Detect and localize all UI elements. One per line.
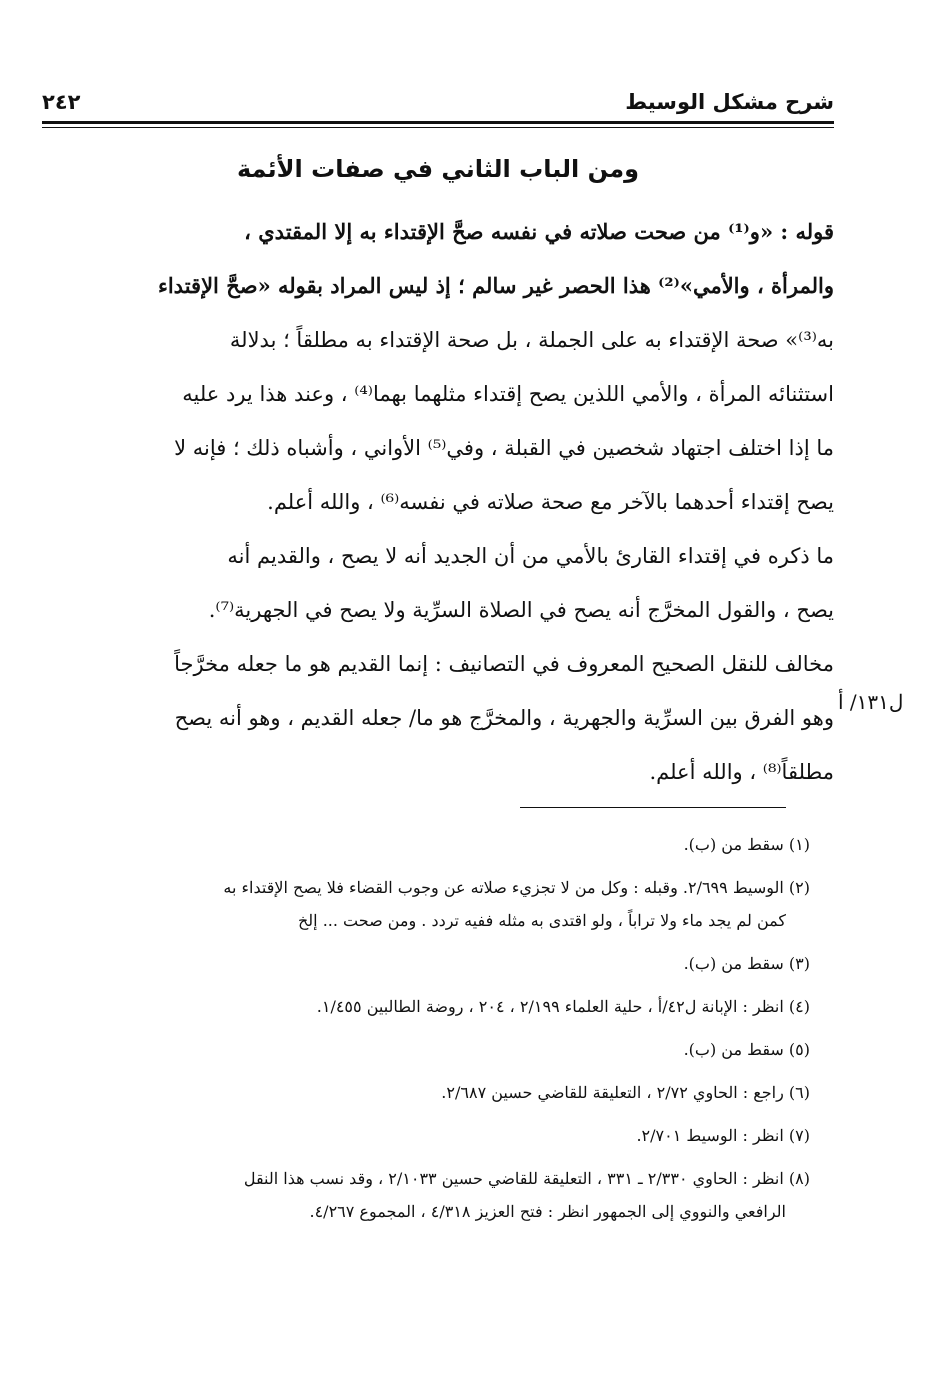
footnotes [55,828,810,1228]
footnote: (٣) سقط من (ب). [683,954,810,973]
text-line: ما إذا اختلف اجتهاد شخصين في القبلة ، وفي⁽⁵⁾ الأواني ، وأشباه ذلك ؛ فإنه لا [174,436,834,460]
text-line: يصح ، والقول المخرَّج أنه يصح في الصلاة السرِّية ولا يصح في الجهرية⁽⁷⁾. [208,598,834,622]
footnote: (١) سقط من (ب). [683,835,810,854]
header-rule-thin [42,127,834,128]
text-line: به⁽³⁾» صحة الإقتداء به على الجملة ، بل صحة الإقتداء به مطلقاً ؛ بدلالة [229,328,834,352]
footnote-separator [520,807,786,808]
running-header [42,90,834,120]
text-line: استثنائه المرأة ، والأمي اللذين يصح إقتداء مثلهما بهما⁽⁴⁾ ، وعند هذا يرد عليه [182,382,834,406]
footnote: (٨) انظر : الحاوي ٢/٣٣٠ ـ ٣٣١ ، التعليقة للقاضي حسين ٢/١٠٣٣ ، وقد نسب هذا النقل [243,1169,810,1188]
header-rule-thick [42,121,834,124]
text-line: والمرأة ، والأمي»⁽²⁾ هذا الحصر غير سالم ؛ إذ ليس المراد بقوله «صحَّ الإقتداء [157,273,834,298]
footnote: (٧) انظر : الوسيط ٢/٧٠١. [636,1126,810,1145]
page-number: ٢٤٢ [42,90,81,114]
footnote: (٤) انظر : الإبانة ل٤٢/أ ، حلية العلماء ٢/١٩٩ ، ٢٠٤ ، روضة الطالبين ١/٤٥٥. [316,997,810,1016]
text-line: مطلقاً⁽⁸⁾ ، والله أعلم. [649,760,834,784]
footnote: (٢) الوسيط ٢/٦٩٩. وقبله : وكل من لا تجزيء صلاته عن وجوب القضاء فلا يصح الإقتداء به [223,878,810,897]
chapter-title: ومن الباب الثاني في صفات الأئمة [237,155,639,183]
text-line: قوله : «و⁽¹⁾ من صحت صلاته في نفسه صحَّ الإقتداء به إلا المقتدي ، [244,219,834,244]
manuscript-folio-note: ل١٣١/ أ [838,690,904,714]
text-line: ما ذكره في إقتداء القارئ بالأمي من أن الجديد أنه لا يصح ، والقديم أنه [227,544,834,568]
book-title: شرح مشكل الوسيط [625,90,834,114]
text-line: مخالف للنقل الصحيح المعروف في التصانيف : إنما القديم هو ما جعله مخرَّجاً [174,652,834,676]
text-line: يصح إقتداء أحدهما بالآخر مع صحة صلاته في نفسه⁽⁶⁾ ، والله أعلم. [267,490,834,514]
footnote: (٥) سقط من (ب). [683,1040,810,1059]
footnote: (٦) راجع : الحاوي ٢/٧٢ ، التعليقة للقاضي حسين ٢/٦٨٧. [441,1083,810,1102]
footnote-continuation: الرافعي والنووي إلى الجمهور انظر : فتح العزيز ٤/٣١٨ ، المجموع ٤/٢٦٧. [309,1202,786,1221]
text-line: وهو الفرق بين السرِّية والجهرية ، والمخرَّج هو ما/ جعله القديم ، وهو أنه يصح [174,706,834,730]
main-text [52,205,834,799]
footnote-continuation: كمن لم يجد ماء ولا تراباً ، ولو اقتدى به مثله ففيه تردد . ومن صحت ... إلخ [297,911,786,930]
